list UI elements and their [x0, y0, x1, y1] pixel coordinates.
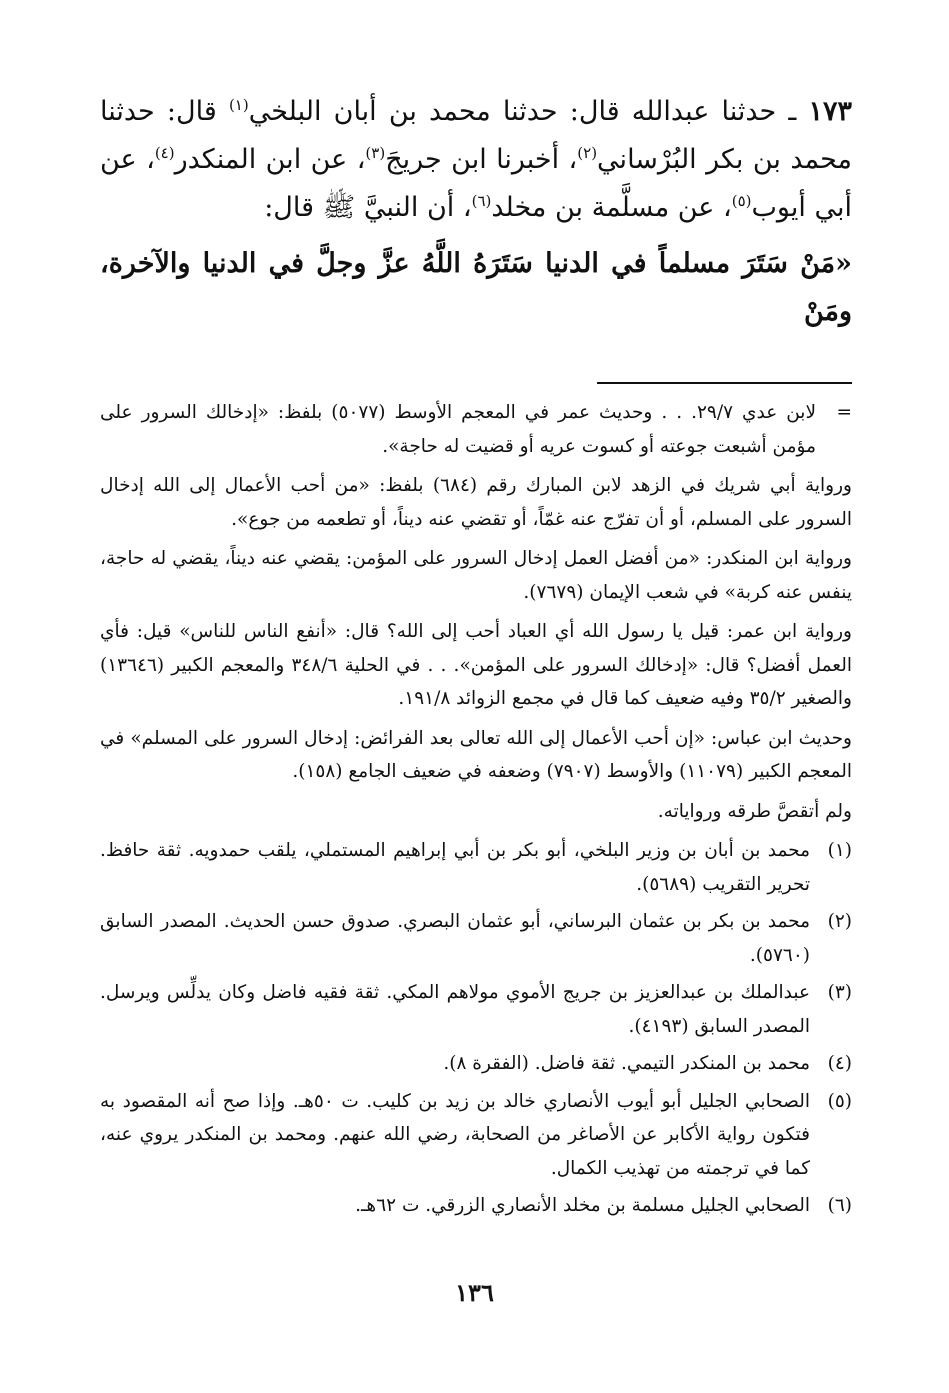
page-number: ١٣٦ [455, 1278, 494, 1307]
footnote-ref: (١) [228, 96, 249, 114]
footnote-ref: (٥) [731, 192, 752, 210]
isnad-text: ، أخبرنا ابن جريجَ [385, 144, 578, 175]
hadith-matn: «مَنْ سَتَرَ مسلماً في الدنيا سَتَرَهُ اللَّهُ عزَّ وجلَّ في الدنيا والآخرة، ومَنْ [100, 248, 852, 327]
footnote-mark: (٤) [827, 1053, 852, 1074]
footnote-text: الصحابي الجليل أبو أيوب الأنصاري خالد بن زيد بن كليب. ت ٥٠هـ. وإذا صح أنه المقصود به فتكون رواية الأكابر عن الأصاغر من الصحابة، رضي الله عنهم. ومحمد بن المنكدر يروي عنه، كما في ترجمته من تهذيب الكمال. [100, 1090, 810, 1179]
footnote-3 [100, 976, 852, 1043]
footnote-ref: (٢) [577, 144, 598, 162]
footnote-separator [597, 382, 852, 384]
isnad-text: حدثنا محمد بن بكر البُرْساني [100, 96, 853, 175]
footnote-continuation [100, 396, 852, 463]
footnote-ref: (٣) [365, 144, 386, 162]
isnad-text: ، عن مسلَّمة بن مخلد [491, 192, 732, 223]
footnote-ref: (٤) [154, 144, 175, 162]
isnad-text: ، عن أبي أيوب [100, 144, 852, 223]
isnad-paragraph [100, 88, 852, 232]
isnad-text: ـ حدثنا عبدالله قال: حدثنا محمد بن أبان البلخي [248, 96, 797, 127]
isnad-text: ، أن النبيَّ ﷺ قال: [264, 192, 472, 223]
footnote-text: محمد بن أبان بن وزير البلخي، أبو بكر بن أبي إبراهيم المستملي، يلقب حمدويه. ثقة حافظ. تحرير التقريب (٥٦٨٩). [100, 840, 810, 895]
footnote-text: محمد بن المنكدر التيمي. ثقة فاضل. (الفقرة ٨). [443, 1053, 810, 1074]
isnad-text: قال: [166, 96, 217, 127]
footnote-text: محمد بن بكر بن عثمان البرساني، أبو عثمان البصري. صدوق حسن الحديث. المصدر السابق (٥٧٦٠). [100, 911, 810, 966]
footnote-2 [100, 905, 852, 972]
footnote-paragraph: ورواية ابن عمر: قيل يا رسول الله أي العباد أحب إلى الله؟ قال: «أنفع الناس للناس» قيل: فأي العمل أفضل؟ قال: «إدخالك السرور على المؤمن». . . في الحلية ٣٤٨/٦ والمعجم الكبير (١٣٦٤٦) والصغير ٣٥/٢ وفيه ضعيف كما قال في مجمع الزوائد ١٩١/٨. [100, 621, 852, 709]
footnote-mark: (٢) [827, 911, 852, 932]
footnote-mark: (٦) [827, 1195, 852, 1216]
footnote-5 [100, 1085, 852, 1186]
footnote-paragraph: وحديث ابن عباس: «إن أحب الأعمال إلى الله تعالى بعد الفرائض: إدخال السرور على المسلم» في المعجم الكبير (١١٠٧٩) والأوسط (٧٩٠٧) وضعفه في ضعيف الجامع (١٥٨). [100, 727, 852, 782]
footnote-text: الصحابي الجليل مسلمة بن مخلد الأنصاري الزرقي. ت ٦٢هـ. [355, 1195, 810, 1216]
isnad-text: ، عن ابن المنكدر [174, 144, 366, 175]
hadith-number: ١٧٣ [808, 96, 852, 127]
footnote-text: عبدالملك بن عبدالعزيز بن جريج الأموي مولاهم المكي. ثقة فقيه فاضل وكان يدلِّس ويرسل. المصدر السابق (٤١٩٣). [100, 982, 810, 1037]
footnotes [100, 396, 852, 1223]
footnote-paragraph: ورواية أبي شريك في الزهد لابن المبارك رقم (٦٨٤) بلفظ: «من أحب الأعمال إلى الله إدخال السرور على المسلم، أو أن تفرّج عنه غمّاً، أو تقضي عنه ديناً، أو تطعمه من جوع». [100, 475, 852, 530]
footnote-mark: (١) [827, 840, 852, 861]
footnote-mark: (٥) [827, 1090, 852, 1112]
continuation-mark: = [836, 402, 852, 423]
footnote-6 [100, 1189, 852, 1223]
footnote-mark: (٣) [827, 982, 852, 1003]
footnote-paragraph: ولم أتقصَّ طرقه ورواياته. [657, 800, 852, 822]
page-body [100, 88, 852, 1227]
footnote-ref: (٦) [471, 192, 492, 210]
footnote-4 [100, 1047, 852, 1081]
footnote-text: لابن عدي ٢٩/٧. . . وحديث عمر في المعجم الأوسط (٥٠٧٧) بلفظ: «إدخالك السرور على مؤمن أشبعت جوعته أو كسوت عريه أو قضيت له حاجة». [100, 402, 816, 457]
footnote-paragraph: ورواية ابن المنكدر: «من أفضل العمل إدخال السرور على المؤمن: يقضي عنه ديناً، يقضي له حاجة، ينفس عنه كربة» في شعب الإيمان (٧٦٧٩). [100, 548, 852, 603]
main-text [100, 88, 852, 336]
footnote-1 [100, 834, 852, 901]
